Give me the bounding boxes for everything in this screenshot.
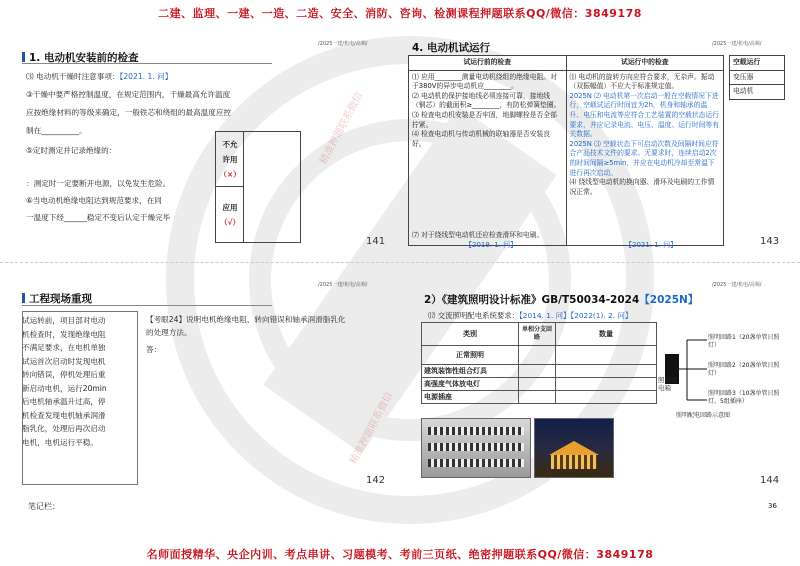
table-row: 高强度气体放电灯 [422, 378, 519, 391]
slide-number: 141 [366, 236, 386, 247]
allowed-box [215, 131, 301, 243]
table-header: 数量 [556, 323, 657, 346]
title-underline [22, 63, 272, 64]
text-line: 一温度下经______稳定不变后认定干燥完毕 [26, 213, 171, 222]
slide-number: 144 [760, 475, 780, 486]
page-header: /2025一建/机电/高频/ [712, 282, 762, 288]
side-list [729, 55, 785, 100]
text-line: 制在__________。 [26, 126, 87, 135]
diagram-item: 照明回路3（10盏单管日照灯、5组插座） [708, 390, 780, 405]
trial-run-table [408, 55, 724, 246]
page-header: /2025一建/机电/高频/ [712, 41, 762, 47]
list-item: ⑵ 电动机的保护接地线必须连接可靠，接地线（铜芯）的截面积≥________，有防松弹簧垫圈。 [412, 91, 561, 110]
list-item: ⑴ 应用________测量电动机绕组的绝缘电阻。对于380V的异步电动机应________。 [412, 72, 557, 91]
text-line: ：测定时一定要断开电源，以免发生危险。 [26, 179, 171, 188]
side-item: 变压器 [730, 70, 785, 85]
watermark-text: 精准押题联系微信 [318, 90, 366, 167]
table-row: 正常照明 [422, 346, 519, 365]
text-line: ③干燥中要严格控制温度，在规定范围内，干燥最高允许温度 [26, 90, 231, 99]
slide-number: 142 [366, 475, 386, 486]
table-header: 类别 [422, 323, 519, 346]
text-line: ⑥当电动机绝缘电阻达到规范要求，在同 [26, 196, 162, 205]
title-bar-icon [22, 52, 25, 62]
divider [0, 262, 800, 263]
diagram-item: 照明回路1（20盏单管日照灯） [708, 334, 780, 349]
section-title: 1. 电动机安装前的检查 [22, 50, 138, 65]
text-line: ⑤定时测定并记录绝缘的： [26, 146, 117, 155]
list-item: ⑷ 检查电动机与传动机械的联轴器是否安装良好。 [412, 130, 551, 148]
text-line: ⑶ 电动机干燥时注意事项：【2021. 1. 问】 [26, 72, 173, 81]
question-text: 【考眼24】说明电机绝缘电阻、转向错误和轴承润滑脂乳化的处理方法。 [146, 315, 346, 337]
page-number: 36 [768, 502, 777, 510]
bottom-banner: 名师面授精华、央企内训、考点串讲、习题模考、考前三页纸、绝密押题联系QQ/微信：3849178 [146, 548, 654, 561]
diagram-title: 照明配电箱 [658, 376, 678, 392]
table-header: 试运行中的检查 [566, 56, 724, 71]
page-header: /2025一建/机电/高频/ [318, 41, 368, 47]
reference-tag: 【2021. 1. 问】 [625, 241, 678, 249]
distribution-box-photo [421, 418, 531, 478]
reference-tag: 【2019. 1. 问】 [465, 241, 518, 249]
allowed-label: 应用 （√） [219, 203, 240, 227]
not-allowed-label: 不允 许用 （×） [219, 140, 241, 179]
answer-label: 答： [146, 345, 162, 354]
slide-number: 143 [760, 236, 780, 247]
diagram-item: 照明回路2（20盏单管日照灯） [708, 362, 780, 377]
watermark-text: 精准押题联系微信 [348, 390, 396, 467]
list-item: 2025N ⑶ 空载状态下可启动次数及间隔时间应符合产品技术文件的要求。无要求时，连续启动2次的时间间隔≥5min，并应在电动机冷却至常温下进行再次启动。 [569, 139, 719, 177]
night-building-photo [534, 418, 614, 478]
list-item: ⑶ 检查电动机安装是否牢固，地脚螺栓是否全部拧紧。 [412, 110, 557, 129]
side-item: 电动机 [730, 85, 785, 100]
section-title: 2）《建筑照明设计标准》GB/T50034-2024【2025N】 [424, 294, 699, 306]
notes-label: 笔记栏： [28, 502, 60, 511]
list-item: 2025N ⑵ 电动机第一次启动一般在空载情况下进行，空载试运行时间宜为2h，机身和轴承的温升、电压和电流等应符合工艺装置的空载状态运行要求，并应记录电流、电压、温度、运行时间等有关数据。 [569, 91, 720, 139]
table-header: 单相分支回路 [519, 323, 556, 346]
table-row: 电源插座 [422, 391, 519, 404]
list-item: ⑴ 电动机的旋转方向应符合要求，无杂声。振动（双振幅值）不应大于标准规定值。 [569, 72, 715, 91]
subtitle: ⑿ 交流照明配电系统要求：【2014. 1. 问】【2022(1). 2. 问】 [428, 311, 633, 320]
top-banner: 二建、监理、一建、一造、二造、安全、消防、咨询、检测课程押题联系QQ/微信：3849178 [158, 7, 642, 20]
case-text: 试运转前，项目部对电动 机检查时，发现绝缘电阻 不满足要求，在电机单独 试运首次启动时发现电机 转向错误，停机处理后重 新启动电机，运行20min 后电机轴承温升过高，停 机检查发现电机轴承润滑 脂乳化，处理后再次启动 电机，电机运行平稳。 [22, 316, 107, 447]
list-item: ⑷ 绕线型电动机的换向器、滑环及电刷的工作情况正常。 [569, 178, 715, 196]
page-header: /2025一建/机电/高频/ [318, 282, 368, 288]
section-title: 4. 电动机试运行 [412, 42, 490, 54]
list-item: ⑺ 对于绕线型电动机还应检查滑环和电刷。 [412, 231, 544, 239]
section-title: 工程现场重现 [22, 291, 92, 306]
text-line: 应按绝缘材料的等级来确定，一般铁芯和绕组的最高温度应控 [26, 108, 232, 117]
table-header: 试运行前的检查 [409, 56, 567, 71]
lighting-table [421, 322, 657, 404]
title-bar-icon [22, 293, 25, 303]
title-underline [22, 305, 272, 306]
side-item: 空载运行 [730, 56, 785, 71]
table-row: 建筑装饰性组合灯具 [422, 365, 519, 378]
diagram-caption: 照明配电回路示意图 [676, 412, 731, 419]
